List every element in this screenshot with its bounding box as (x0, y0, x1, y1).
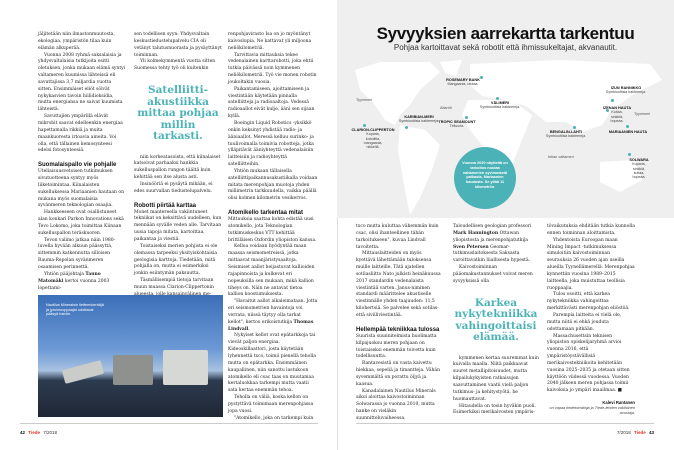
right-column-2 (453, 224, 539, 420)
magazine-name: Tiede (28, 430, 40, 435)
text-run: Kanadalainen Nautilus Minerals aikoi aloittaa kaivostoiminnan Solwarassa jo vuonna 2010, mutta hanke on vieläkin suunnitteluvaiheessa. (356, 388, 436, 421)
body-paragraph (547, 238, 635, 293)
body-paragraph (228, 416, 318, 423)
machine-shape (163, 350, 208, 385)
site-marker (465, 116, 468, 119)
sea-label: Intian valtameri (548, 155, 574, 159)
body-paragraph (38, 169, 126, 210)
person-name: Thomas Lindvall (228, 319, 314, 332)
pull-quote (453, 298, 539, 344)
text-run: Kelloa voidaan hyödyntää maan maassa seismometreissä, jotka mittaavat maanjäristysaaltoja. Seismiset aallot heijastuvat kallioiden rajapinnoista ja kulkevat eri nopeuksilla sen mukaan, mikä kallion tiheys on. Näin ne antavat tietoa kallion koostumuksesta. (228, 244, 315, 298)
site-marker (496, 97, 499, 100)
body-paragraph (228, 87, 318, 121)
issue: 7/2018 (617, 430, 631, 435)
text-run: . (248, 326, 250, 332)
body-paragraph (38, 210, 126, 237)
text-run: Rantavesistä on vasta kaivettu hiekkaa, sepeliä ja timantteja. Vähän syvemmältä on porattu öljyä ja kaasua. (356, 361, 441, 387)
body-paragraph (134, 32, 222, 59)
machine-shape (113, 355, 153, 385)
text-run: sen todellisen syyn: Yhdysvaltain keskustiedustelupalvelu CIA oli vetänyt talutusnuorasta ja pysäyttänyt toiminnan. (134, 32, 222, 58)
text-run: Täsmällisempiä tietoja tarvitaan muun muassa Clarion-Clippertonin (134, 278, 214, 290)
site-marker (628, 153, 631, 156)
body-paragraph (547, 313, 635, 334)
body-paragraph (356, 224, 442, 251)
body-paragraph (356, 251, 442, 319)
south-america (398, 125, 440, 215)
body-paragraph (228, 32, 318, 53)
text-run: Ottawan yliopistosta ja merenpohjatutkija (453, 230, 528, 243)
body-paragraph (547, 224, 635, 238)
text-run: Insinööriä ei pysäytä mikään, ei edes suurvallan tiedustelupalvelu. (134, 181, 213, 194)
page-number: 42 (20, 430, 26, 435)
subheading (356, 327, 442, 334)
text-run: Suurista suunnitelmista huolimatta kilpajuoksu meren pohjaan on toistaiseksi enemmän toivetta kuin todellisuutta. (356, 333, 437, 360)
site-marker (626, 125, 629, 128)
text-run: Tulos osoitti, että karkea nykytekniikka vahingoittaa merkittävästi merenpohjan eliöstöä. (547, 292, 630, 312)
body-paragraph (38, 53, 126, 115)
text-run: renpohjavirasto Isa on jo myöntänyt kaivoslupia. Ne kattavat yli miljoona neliökilometriä. (228, 32, 312, 51)
text-run: Vuonna 2008 ryhmä saksalaisia ja yhdysvaltalaisia tutkijoita esitti oletuksen, jonka mukaan elämä syntyi valtameren kuumissa lähteissä eli savuttajissa 3,7 miljardia vuotta sitten. Ensimmäiset eliöt söivät nykykasvien tavoin hiilidioksidia, mutta energiansa ne saivat kuumista lähteistä. (38, 52, 126, 113)
right-column-3 (547, 224, 635, 400)
text-run: Yhtiön pääjohtaja (44, 271, 86, 277)
footer-rule (356, 423, 654, 424)
text-run: niin korkeatasoista, että kiinalaiset katsoivat parhaaksi hankkia sukelluspallon rungon täältä kuin kehittää sen itse alusta asti. (134, 154, 221, 181)
body-paragraph (134, 155, 222, 182)
body-paragraph (356, 334, 442, 361)
person-name: Mark Hannington (453, 230, 499, 236)
text-run: Suomalaispallo vie pohjalle (38, 162, 117, 169)
body-paragraph (38, 32, 126, 53)
footer-rule (20, 423, 318, 424)
mariana-callout: Vuonna 2020 näytteitä on tarkoitus noutaa valtamerien syvimmästä paikasta, Mariaanien haudasta. Se yltää 11 kilometriin. (454, 147, 516, 209)
text-run: Uteliaisuusvetoisen tutkimuksen sivutuotteena syntyy myös liiketoimintaa. Kiinalaisten sukelluksessa Mariaanien hautaan on mukana myös suomalaisia syvänmeren teknologian osaajia. (38, 169, 124, 209)
magazine-name: Tiede (634, 430, 646, 435)
author-bio: on vapaa tiedetoimittaja ja Tiede-lehden vakituinen avustaja. (549, 406, 635, 415)
site-label: SOLWARA Kuparia, sinkkiä, kultaa, hopeaa. (629, 158, 649, 180)
text-run: "Atomikello, joka on tarkempi kuin (234, 415, 314, 421)
text-run: Hankkeeseen ovat osallistuneet alan konkari Parkon Innovations sekä Tevo Lokomo, joka toimittaa Kiinaan sukelluspallon teräskuoren. (38, 210, 124, 236)
person-name: Tauno Matomäki (38, 271, 101, 284)
mining-machines-photo (38, 295, 223, 417)
site-marker (363, 124, 366, 127)
body-paragraph (134, 59, 222, 73)
body-paragraph (453, 224, 539, 265)
site-label: IZENAN HAUTA Kultaa, sinkkiä, hopeaa. (602, 106, 632, 123)
body-paragraph (228, 121, 318, 169)
sea-label: Tyynimeri (634, 112, 651, 116)
text-run: tövaikutuksia ehditään tutkia kunnolla ennen toiminnan aloittamista. (547, 224, 635, 236)
body-paragraph (228, 395, 318, 416)
site-marker (611, 99, 614, 102)
text-run: Massachusettsin teknisen yliopiston opiskelijaryhmä arvioi vuonna 2016, että ympäristöystävällisiä merikaivostekniikoita kehitetään vuosina 2025–2035 ja otetaan sitten käyttöön viidessä vuodessa. Vuoden 2040 jälkeen meren pohjassa toimii kaivoksia jo ympäri maailmaa. ■ (547, 333, 630, 394)
sea-label: Tyynimeri (356, 98, 373, 102)
body-paragraph (228, 217, 318, 244)
left-footer (20, 430, 57, 435)
site-label: IZUN RANNIKKO Symbioottisia bakteereja. (605, 86, 647, 95)
site-label: VÄLIMERI Symbioottisia bakteereja. (479, 101, 521, 110)
text-run: Nykyiset kellot ovat epätarkkoja tai vievät paljon energiaa. Kideoskillaattori, josta käytetään lyhennettä txco, toimii pienellä teholla mutta on epätarkka. Ensimmäinen kaupallinen, niin sanottu lastukoon atomikello eli csac taas on muutamaa kertaluokkaa tarkempi mutta vaatii sata kertaa enemmän tehoa. (228, 333, 316, 394)
body-paragraph (228, 53, 318, 87)
right-footer (617, 430, 654, 435)
pull-quote (134, 85, 222, 143)
body-paragraph (38, 272, 126, 293)
left-column-2 (134, 32, 222, 292)
left-column-1 (38, 32, 126, 292)
text-run: Robotti piirtää karttaa (134, 202, 197, 209)
body-paragraph (228, 333, 318, 395)
body-paragraph (356, 361, 442, 388)
page-number: 43 (648, 430, 654, 435)
text-run: Toistaiseksi merien pohjista ei ole olemassa tarpeeksi yksityiskohtaisia geologisia karttoja. Tiedetään, mitä pohjalla on, mutta ei esimerkiksi jonkin esiintymän paksuutta. (134, 243, 218, 277)
site-marker (405, 126, 408, 129)
site-label: MARIAANIEN HAUTA (608, 130, 648, 134)
text-run: Monet mantereella vakiintuneet tekniikat on keksittävä uudelleen, kun mennään syvälle veden alle. Tarvitaan uusia tapoja mitata, kartoittaa, paikantaa ja viestiä. (134, 209, 222, 242)
text-run: Teholla on väliä, koska kellon on pystyttävä toimimaan merenpohjassa jopa vuosi. (228, 395, 314, 414)
site-label: TROPIC SEAMOUNT Telluuria. (438, 120, 476, 129)
text-run: kertoi vuonna 2003 lopettami- (38, 278, 110, 291)
right-column-1 (356, 224, 442, 420)
body-paragraph (453, 265, 539, 286)
text-run: Mittauslaitteiden on myös kyettävä lähettämään tuloksensa muille laitteille. Tätä ajatellen sotilasliitto Nato julkisti heinäkuussa 2017 standardin vedenalaista viestintää varten. Janus-niminen standardi määrittelee akustiselle viestinnälle yhden taajuuden: 11,5 kilohertsiä. Se palvelee sekä sotilas- että siviiliviestintää. (356, 251, 441, 318)
text-run: Satelliitti-akustiikka mittaa pohjaa millin tarkasti. (137, 84, 219, 143)
greenland (440, 60, 462, 76)
person-name: Sven Petersen (453, 244, 489, 250)
sea-label: Atlantti (440, 106, 452, 110)
text-run: Karkea nykytekniikka vahingoittaisi elämää. (454, 296, 538, 344)
infographic-subtitle: Pohjaa kartoittavat sekä robotit että ihmissukeltajat, akvanautit. (393, 43, 618, 52)
site-marker (480, 76, 483, 79)
body-paragraph (356, 389, 442, 423)
body-paragraph (453, 404, 539, 418)
text-run: Parempia laitteita ei vielä ole, mutta niitä ei ehkä jouduta odottamaan pitkään. (547, 312, 622, 332)
body-paragraph (228, 299, 318, 333)
text-run: Taloudellisen geologian professori (453, 224, 532, 229)
text-run: Yhdentoista Euroopan maan Mining Impact -tutkimuksessa simuloitiin kaivostoiminnan seurauksia 26 vuoden ajan useilla alueilla Tyynellämerellä. Merenpohjaa kynnettiin vuosina 1989–2015 laitteella, joka muistuttaa teollisia ruoppaajia. (547, 237, 635, 291)
text-run: kymmenen kertaa suuremmat kuin kuivalla maalla. Niitä paikkaavat suuret metallipitoisuudet, mutta kilpailukykyisten ratkaisujen saavuttaminen vaatii vielä paljon tutkimus- ja kehitystyötä, he huomauttavat. (453, 355, 539, 402)
text-run: Hellempää tekniikkaa tulossa (356, 326, 440, 333)
text-run: Paikantamiseen, ajoittamiseen ja viestintään käytetään pinnalla satelliitteja ja radioaaltoja. Vedessä radioaallot eivät kulje, ääni sen sijaan kyllä. (228, 86, 315, 120)
subheading (134, 203, 222, 210)
text-run: Yli kolmekymmentä vuotta sitten Suomessa tehty työ oli kuitenkin (134, 59, 216, 72)
author-name: Kalevi Rantanen (602, 400, 635, 405)
site-label: BENGALIN-LAHTI Symbioottisia bakteereja. (545, 130, 587, 139)
body-paragraph (38, 238, 126, 272)
body-paragraph (134, 210, 222, 244)
text-run: Atomikello tarkentaa mitat (228, 210, 304, 217)
issue: 7/2018 (43, 430, 57, 435)
text-run: Geomar-tutkimuslaitoksesta Saksasta varoittavatkin liiallisesta hypestä. (453, 244, 531, 264)
text-run: Tarvittavia mittauksia tekee vedenalainen karttarobotti, joka ehtii tutkia päivässä noin kymmenen neliökilometriä. Työ vie monen robotin joukoltakin vuosia. (228, 52, 317, 85)
site-marker (573, 126, 576, 129)
text-run: "Havaitut aallot aikaleimataan. Jotta eri seismometrien havaintoja voi verrata, niissä täytyy olla tarkat kellot", kertoo erikoistutkija (228, 299, 318, 325)
infographic-title: Syvyyksien aarrekartta tarkentuu (376, 24, 635, 43)
left-column-3 (228, 32, 318, 422)
text-run: Tevon valimo jatkaa näin 1980-luvella hyvään alkuun päässyttä, sittemmin katkennutta silloisen Rauma-Repolan syvänmeren osaamisen perinnettä. (38, 237, 116, 270)
body-paragraph (228, 169, 318, 203)
text-run: Kaivostoiminnan pääomakustannukset voivat meren syvyyksissä olla (453, 265, 533, 284)
site-label: KARIBIAN-MERI Symbioottisia bakteereja. (398, 115, 440, 124)
text-run: Yhtiön mukaan tällaisella satelliittipaikannusakustiikalla voidaan mitata merenpohjan muotoja yhden millimetrin tarkkuudella, vaikka päällä olisi kolmen kilometrin vesikerros. (228, 168, 318, 202)
site-label: ROSEMARY BANK Mangaania, rautaa. (446, 78, 480, 87)
author-credit (545, 400, 635, 416)
text-run: txco mutta kuluttaa vähemmän kuin csac, olisi ihanteellinen tähän tarkoitukseen", kuvaa Lindvall tavoitetta. (356, 224, 439, 250)
site-label: CLARION-CLIPPERTON Kuparia, kobolttia, mangaania, nikkeliä. (351, 128, 395, 150)
text-run: Hitaudella on tosin hyväkin puoli. Esimerkiksi merikaivosten ympäris- (453, 403, 536, 416)
body-paragraph (134, 182, 222, 196)
body-paragraph (134, 244, 222, 278)
photo-caption: Nautilus Mineralsin lietteenkerääjä ja jyrsinruoppaajat odottavat pääsyä toimiin. (46, 303, 104, 317)
body-paragraph (547, 334, 635, 396)
body-paragraph (228, 244, 318, 299)
text-run: Mittauksia saattaa kohta edistää uusi atomikello, jota Teknologian tutkimuskeskus VTT kehittää brittiläisen Oxfordin yliopiston kanssa. (228, 217, 317, 243)
text-run: Boeingin Liquid Robotics -yksikkö onkin keksinyt yhdistää radio- ja ääniaallot. Meressä kelluu surinko- ja tuulivoimalla toimivia robotteja, jotka ylläpitävät ääniyhteyttä vedenalaisiin laitteisiin ja radioyhteyttä satelliitteihin. (228, 120, 314, 168)
text-run: Savuttajien ympärillä elävät mikrobit saavat edelleenkin energiaa hapettamalla rikkiä ja muita maankuoresta irtoavia aineita. Voi olla, että tällainen kemosynteesi edelsi fotosynteesiä. (38, 114, 123, 154)
text-run: jäljitetään niin ilmastonmuutosta, ekologiaa, ympäristön tilaa kuin elämän alkuperää. (38, 32, 115, 51)
body-paragraph (38, 114, 126, 155)
machine-shape (62, 360, 104, 384)
body-paragraph (453, 356, 539, 404)
body-paragraph (547, 292, 635, 313)
